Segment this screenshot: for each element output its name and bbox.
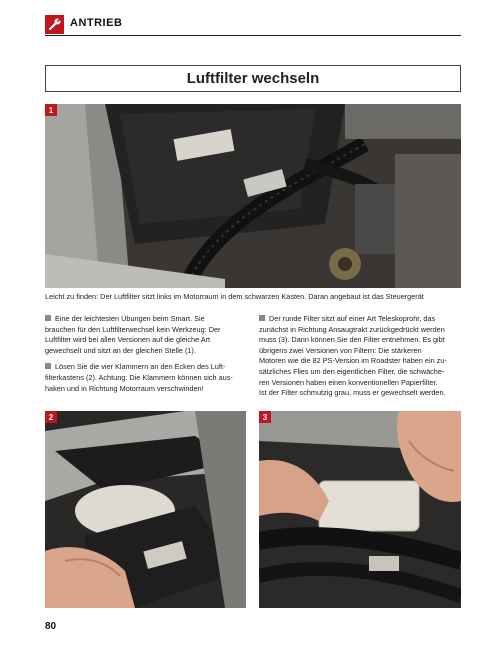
photo-number: 2 bbox=[45, 411, 57, 423]
text-column-right bbox=[259, 314, 459, 405]
section-title: ANTRIEB bbox=[70, 17, 123, 29]
page-title-box bbox=[45, 65, 461, 92]
section-header bbox=[45, 15, 461, 37]
photo-filter-box-clips bbox=[45, 411, 246, 608]
header-divider bbox=[45, 35, 461, 36]
remove-filter-image bbox=[259, 411, 461, 608]
photo-engine-bay bbox=[45, 104, 461, 288]
page-number: 80 bbox=[45, 621, 57, 632]
wrench-icon bbox=[47, 17, 62, 32]
bullet-square bbox=[45, 315, 51, 321]
bullet-square bbox=[259, 315, 265, 321]
paragraph: Lösen Sie die vier Klammern an den Ecken des Luft- filterkastens (2). Achtung: Die Klammern können sich aus- haken und in Richtung Motorraum verschwinden! bbox=[45, 362, 233, 393]
text-column-left bbox=[45, 314, 245, 400]
section-badge bbox=[45, 15, 64, 34]
photo-remove-filter bbox=[259, 411, 461, 608]
page-title: Luftfilter wechseln bbox=[186, 70, 320, 87]
photo-number: 3 bbox=[259, 411, 271, 423]
filter-box-image bbox=[45, 411, 246, 608]
photo-number: 1 bbox=[45, 104, 57, 116]
engine-bay-image bbox=[45, 104, 461, 288]
paragraph: Der runde Filter sitzt auf einer Art Teleskoprohr, das zunächst in Richtung Ansaugtrakt zurückgedrückt werden muss (3). Dann können Sie den Filter entnehmen. Es gibt übrigens zwei Versionen von Filtern: Die stärkeren Motoren wie die 82 PS-Version im Roadster haben ein zu- sätzliches Flies um den eigentlichen Filter, die schwäche- ren Versionen haben einen konventionellen Papierfilter. Ist der Filter schmutzig grau, muss er gewechselt werden. bbox=[259, 314, 447, 398]
photo-caption: Leicht zu finden: Der Luftfilter sitzt links im Motorraum in dem schwarzen Kasten. Daran angebaut ist das Steuergerät bbox=[45, 292, 424, 301]
paragraph: Eine der leichtesten Übungen beim Smart. Sie brauchen für den Luftfilterwechsel kein Werkzeug: Der Luftfilter wird bei allen Versionen auf die gleiche Art gewechselt und sitzt an der gleichen Stelle (1). bbox=[45, 314, 221, 355]
bullet-square bbox=[45, 363, 51, 369]
